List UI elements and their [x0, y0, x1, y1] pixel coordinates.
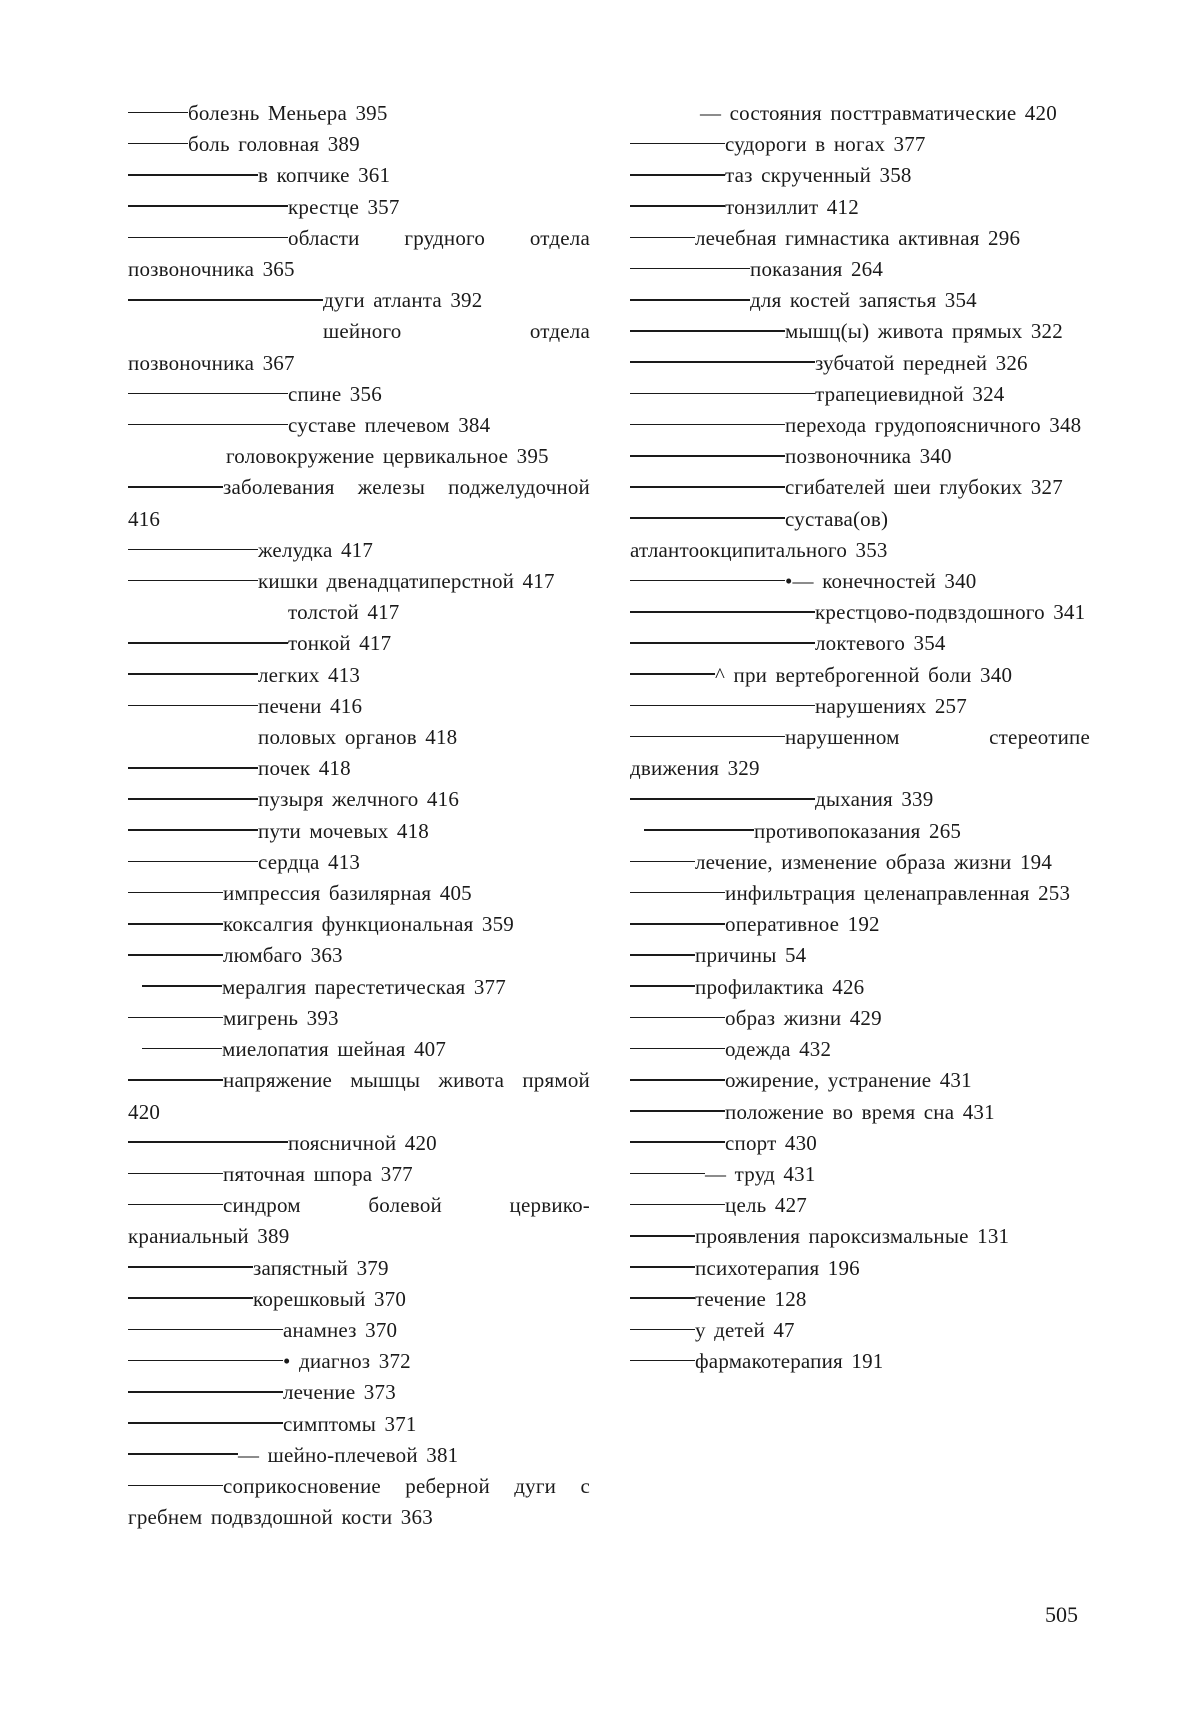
entry-text: — шейно-плечевой 381 [238, 1442, 459, 1467]
index-entry [630, 1221, 1090, 1252]
entry-dash-rule [128, 237, 288, 239]
entry-dash-rule [128, 642, 288, 644]
entry-text: спорт 430 [725, 1130, 818, 1155]
index-entry [128, 566, 590, 597]
entry-text: для костей запястья 354 [750, 288, 977, 313]
index-entry [128, 1440, 590, 1471]
entry-dash-rule [630, 1017, 725, 1019]
index-entry [630, 660, 1090, 691]
index-entry [128, 972, 590, 1003]
entry-text: боль головная 389 [188, 132, 360, 157]
index-entry [630, 722, 1090, 784]
index-entry [630, 192, 1090, 223]
entry-text: сгибателей шеи глубоких 327 [785, 475, 1063, 500]
entry-text: поясничной 420 [288, 1130, 437, 1155]
index-entry [630, 972, 1090, 1003]
entry-text: почек 418 [258, 756, 351, 781]
entry-dash-rule [630, 1297, 695, 1299]
entry-dash-rule [630, 1329, 695, 1331]
entry-text: зубчатой передней 326 [815, 350, 1028, 375]
entry-text: миелопатия шейная 407 [222, 1037, 447, 1062]
entry-dash-rule [630, 455, 785, 457]
entry-dash-rule [128, 1485, 223, 1487]
index-entry [128, 1253, 590, 1284]
entry-text: тонзиллит 412 [725, 194, 859, 219]
entry-text: лечение 373 [283, 1380, 396, 1405]
entry-dash-rule [630, 424, 785, 426]
entry-text: толстой 417 [288, 600, 400, 625]
entry-dash-rule [630, 517, 785, 519]
entry-dash-rule [128, 486, 223, 488]
entry-dash-rule [630, 143, 725, 145]
entry-text: течение 128 [695, 1286, 807, 1311]
entry-dash-rule [128, 112, 188, 114]
entry-dash-rule [630, 361, 815, 363]
index-entry [630, 98, 1090, 129]
index-entry [630, 348, 1090, 379]
entry-text: кишки двенадцатиперстной 417 [258, 569, 555, 594]
entry-text: у детей 47 [695, 1317, 795, 1342]
entry-text: печени 416 [258, 693, 363, 718]
entry-dash-rule [630, 985, 695, 987]
entry-dash-rule [630, 299, 750, 301]
entry-dash-rule [630, 1204, 725, 1206]
entry-text: проявления пароксизмальные 131 [695, 1224, 1010, 1249]
entry-dash-rule [630, 736, 785, 738]
entry-dash-rule [128, 1017, 223, 1019]
entry-text: — труд 431 [705, 1161, 816, 1186]
entry-text: профилактика 426 [695, 974, 865, 999]
entry-dash-rule [142, 985, 222, 987]
index-entry [128, 1346, 590, 1377]
entry-text: мигрень 393 [223, 1005, 339, 1030]
index-entry [630, 816, 1090, 847]
index-entry [630, 410, 1090, 441]
index-entry [128, 472, 590, 534]
entry-dash-rule [128, 923, 223, 925]
index-entry [128, 1284, 590, 1315]
entry-text: сердца 413 [258, 849, 361, 874]
entry-text: мышц(ы) живота прямых 322 [785, 319, 1063, 344]
entry-dash-rule [128, 299, 323, 301]
entry-text: головокружение цервикальное 395 [226, 444, 549, 469]
entry-text: крестце 357 [288, 194, 400, 219]
index-entry [630, 1346, 1090, 1377]
index-entry [128, 441, 590, 472]
index-entry [128, 223, 590, 285]
index-entry [630, 784, 1090, 815]
entry-dash-rule [128, 330, 323, 332]
index-entry [128, 410, 590, 441]
index-column-right [630, 98, 1090, 1377]
entry-dash-rule [128, 954, 223, 956]
entry-text: лечение, изменение образа жизни 194 [695, 849, 1053, 874]
entry-dash-rule [630, 611, 815, 613]
index-entry [630, 223, 1090, 254]
entry-dash-rule [630, 954, 695, 956]
page-number: 505 [1045, 1602, 1078, 1627]
index-entry [128, 816, 590, 847]
entry-text: положение во время сна 431 [725, 1099, 995, 1124]
entry-text: суставе плечевом 384 [288, 413, 491, 438]
index-entry [128, 1003, 590, 1034]
entry-dash-rule [142, 1048, 222, 1050]
entry-text: синдром болевой цервико-краниальный 389 [128, 1193, 590, 1249]
index-entry [630, 940, 1090, 971]
index-entry [128, 316, 590, 378]
index-entry [630, 1128, 1090, 1159]
entry-text: запястный 379 [253, 1255, 389, 1280]
entry-text: анамнез 370 [283, 1317, 398, 1342]
entry-dash-rule [644, 829, 754, 831]
entry-dash-rule [630, 174, 725, 176]
entry-dash-rule [630, 1079, 725, 1081]
entry-dash-rule [128, 424, 288, 426]
index-entry [630, 1159, 1090, 1190]
entry-text: соприкосновение реберной дуги с гребнем подвздошной кости 363 [128, 1473, 590, 1530]
entry-text: дуги атланта 392 [323, 288, 483, 313]
entry-text: оперативное 192 [725, 912, 880, 937]
entry-dash-rule [128, 580, 258, 582]
entry-dash-rule [128, 736, 258, 738]
entry-text: инфильтрация целенаправленная 253 [725, 881, 1071, 906]
entry-dash-rule [128, 829, 258, 831]
entry-dash-rule [128, 455, 226, 457]
index-entry [630, 1253, 1090, 1284]
entry-text: пути мочевых 418 [258, 818, 430, 843]
index-entry [128, 1471, 590, 1533]
index-entry [128, 660, 590, 691]
entry-text: психотерапия 196 [695, 1255, 860, 1280]
entry-text: нарушенном стереотипе движения 329 [630, 725, 1090, 781]
entry-dash-rule [128, 1329, 283, 1331]
index-entry [128, 379, 590, 410]
entry-dash-rule [630, 268, 750, 270]
index-entry [630, 129, 1090, 160]
entry-text: крестцово-подвздошного 341 [815, 600, 1086, 625]
entry-text: коксалгия функциональная 359 [223, 912, 515, 937]
entry-text: импрессия базилярная 405 [223, 881, 472, 906]
entry-dash-rule [128, 1079, 223, 1081]
entry-text: половых органов 418 [258, 725, 458, 750]
entry-text: болезнь Меньера 395 [188, 101, 388, 125]
index-entry [630, 316, 1090, 347]
entry-text: легких 413 [258, 662, 361, 687]
entry-dash-rule [128, 861, 258, 863]
index-entry [128, 1315, 590, 1346]
entry-dash-rule [128, 705, 258, 707]
index-entry [128, 1190, 590, 1252]
index-entry [128, 847, 590, 878]
index-entry [630, 1065, 1090, 1096]
entry-dash-rule [128, 1266, 253, 1268]
entry-text: в копчике 361 [258, 163, 391, 188]
entry-dash-rule [630, 1110, 725, 1112]
entry-text: тонкой 417 [288, 631, 392, 656]
index-entry [128, 129, 590, 160]
entry-dash-rule [128, 1204, 223, 1206]
index-column-left [128, 98, 590, 1533]
index-entry [630, 878, 1090, 909]
index-entry [630, 1034, 1090, 1065]
entry-dash-rule [630, 1173, 705, 1175]
index-entry [630, 1003, 1090, 1034]
index-entry [128, 597, 590, 628]
entry-dash-rule [630, 1235, 695, 1237]
entry-text: люмбаго 363 [223, 943, 343, 968]
entry-dash-rule [630, 1360, 695, 1362]
index-entry [630, 160, 1090, 191]
entry-text: противопоказания 265 [754, 818, 962, 843]
entry-dash-rule [128, 549, 258, 551]
index-entry [630, 847, 1090, 878]
entry-text: показания 264 [750, 257, 884, 282]
index-entry [630, 254, 1090, 285]
entry-text: фармакотерапия 191 [695, 1349, 884, 1374]
entry-dash-rule [128, 798, 258, 800]
entry-text: лечебная гимнастика активная 296 [695, 225, 1021, 250]
entry-dash-rule [128, 1422, 283, 1424]
entry-text: ^ при вертеброгенной боли 340 [715, 662, 1013, 687]
entry-dash-rule [128, 205, 288, 207]
index-entry [630, 1284, 1090, 1315]
entry-text: заболевания железы поджелудочной 416 [128, 475, 590, 531]
entry-text: •— конечностей 340 [785, 569, 977, 594]
index-entry [128, 1377, 590, 1408]
index-entry [630, 628, 1090, 659]
entry-text: трапециевидной 324 [815, 381, 1005, 406]
entry-dash-rule [128, 611, 288, 613]
index-entry [128, 909, 590, 940]
entry-dash-rule [630, 1048, 725, 1050]
entry-text: одежда 432 [725, 1037, 832, 1062]
entry-text: причины 54 [695, 943, 807, 968]
entry-dash-rule [630, 486, 785, 488]
index-entry [128, 722, 590, 753]
entry-text: области грудного отдела позвоночника 365 [128, 225, 590, 282]
entry-text: симптомы 371 [283, 1411, 417, 1436]
entry-dash-rule [630, 237, 695, 239]
entry-text: дыхания 339 [815, 787, 934, 812]
entry-text: таз скрученный 358 [725, 163, 912, 188]
entry-text: сустава(ов) атлантоокципитального 353 [630, 506, 889, 562]
entry-dash-rule [128, 143, 188, 145]
entry-text: спине 356 [288, 381, 382, 406]
entry-text: позвоночника 340 [785, 444, 952, 469]
entry-dash-rule [630, 1266, 695, 1268]
entry-dash-rule [128, 892, 223, 894]
entry-dash-rule [630, 705, 815, 707]
entry-dash-rule [630, 330, 785, 332]
index-entry [128, 878, 590, 909]
entry-dash-rule [128, 1391, 283, 1393]
index-entry [128, 1128, 590, 1159]
index-entry [630, 1097, 1090, 1128]
entry-text: пузыря желчного 416 [258, 787, 460, 812]
index-entry [630, 1190, 1090, 1221]
index-entry [128, 535, 590, 566]
entry-text: перехода грудопоясничного 348 [785, 413, 1082, 438]
entry-dash-rule [630, 892, 725, 894]
entry-text: желудка 417 [258, 537, 374, 562]
entry-text: нарушениях 257 [815, 693, 967, 718]
entry-dash-rule [630, 205, 725, 207]
index-entry [630, 566, 1090, 597]
index-entry [630, 472, 1090, 503]
entry-text: локтевого 354 [815, 631, 946, 656]
index-entry [128, 628, 590, 659]
entry-dash-rule [128, 1141, 288, 1143]
entry-text: — состояния посттравматические 420 [700, 101, 1057, 125]
entry-dash-rule [128, 1453, 238, 1455]
entry-dash-rule [128, 174, 258, 176]
entry-dash-rule [128, 767, 258, 769]
index-entry [128, 1409, 590, 1440]
index-entry [630, 909, 1090, 940]
index-entry [128, 1034, 590, 1065]
index-entry [630, 691, 1090, 722]
entry-text: судороги в ногах 377 [725, 132, 926, 157]
entry-dash-rule [630, 642, 815, 644]
entry-text: образ жизни 429 [725, 1005, 882, 1030]
entry-dash-rule [128, 1297, 253, 1299]
index-entry [630, 441, 1090, 472]
entry-dash-rule [630, 798, 815, 800]
index-entry [630, 1315, 1090, 1346]
index-entry [128, 160, 590, 191]
entry-dash-rule [630, 861, 695, 863]
entry-text: ожирение, устранение 431 [725, 1068, 972, 1093]
index-entry [128, 192, 590, 223]
index-entry [630, 285, 1090, 316]
index-entry [128, 784, 590, 815]
index-entry [128, 1159, 590, 1190]
index-entry [128, 285, 590, 316]
index-entry [630, 379, 1090, 410]
index-entry [630, 597, 1090, 628]
entry-text: цель 427 [725, 1193, 807, 1218]
index-entry [128, 98, 590, 129]
entry-dash-rule [128, 393, 288, 395]
index-entry [630, 504, 1090, 566]
entry-dash-rule [630, 1141, 725, 1143]
entry-text: мералгия парестетическая 377 [222, 974, 506, 999]
entry-dash-rule [630, 923, 725, 925]
entry-text: корешковый 370 [253, 1286, 407, 1311]
index-entry [128, 940, 590, 971]
entry-text: шейного отдела позвоночника 367 [128, 319, 590, 375]
index-entry [128, 1065, 590, 1127]
entry-text: • диагноз 372 [283, 1349, 411, 1374]
entry-text: напряжение мышцы живота прямой 420 [128, 1068, 590, 1124]
entry-dash-rule [128, 1173, 223, 1175]
entry-text: пяточная шпора 377 [223, 1161, 413, 1186]
index-entry [128, 691, 590, 722]
entry-dash-rule [128, 673, 258, 675]
entry-dash-rule [128, 1360, 283, 1362]
entry-dash-rule [630, 673, 715, 675]
entry-dash-rule [630, 580, 785, 582]
entry-dash-rule [630, 393, 815, 395]
index-entry [128, 753, 590, 784]
